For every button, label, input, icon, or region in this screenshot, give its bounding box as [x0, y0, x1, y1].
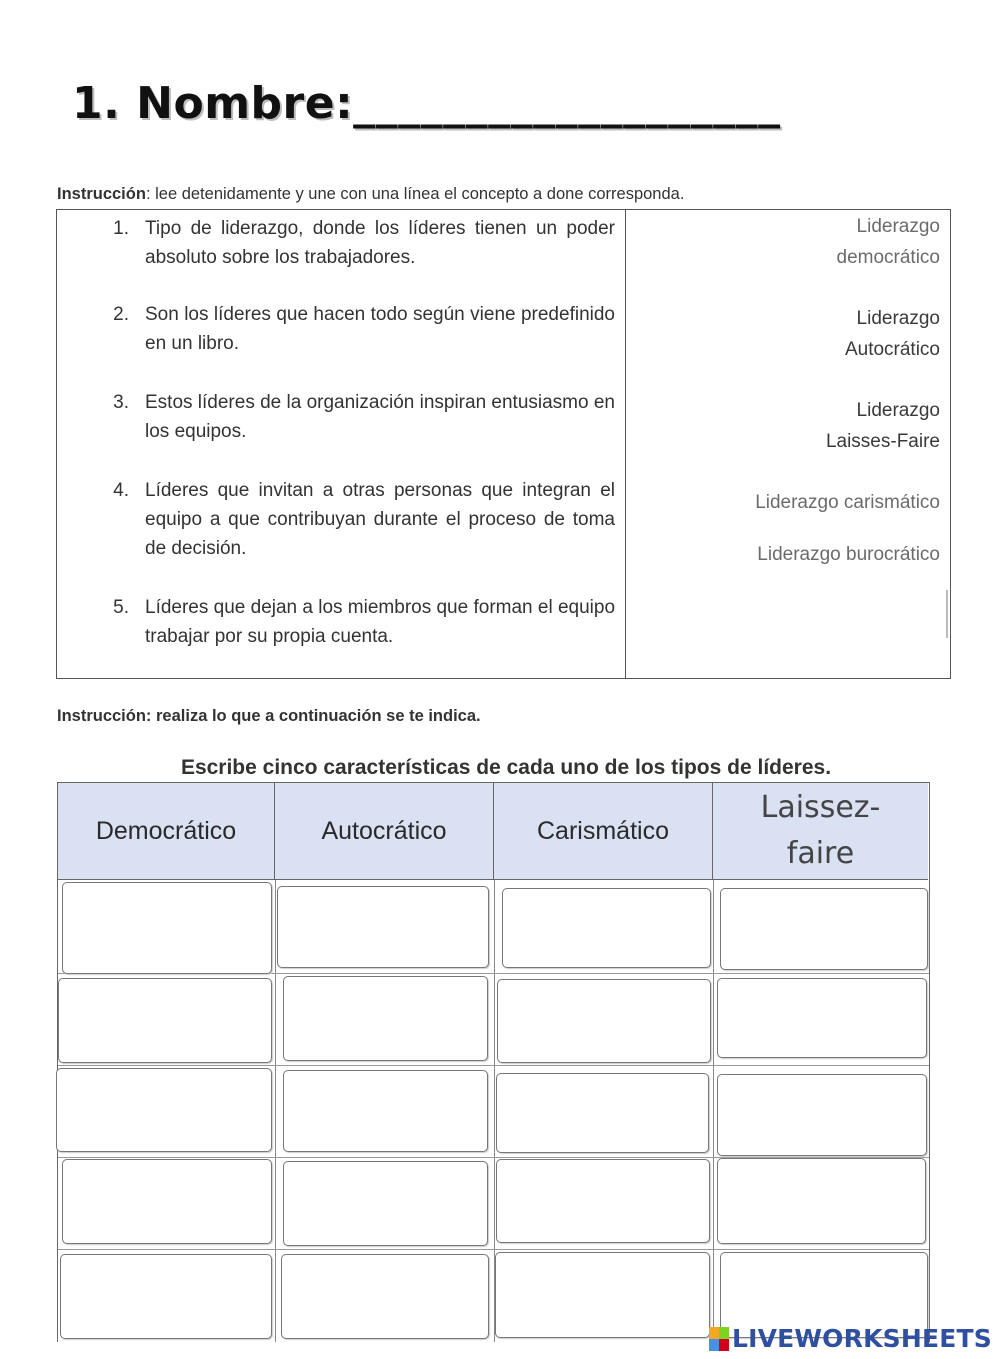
liveworksheets-logo	[709, 1324, 992, 1353]
answer-cell[interactable]	[283, 1161, 488, 1246]
column-divider	[713, 880, 714, 1342]
header-laissez-faire	[713, 783, 928, 880]
header-line: faire	[786, 836, 855, 871]
header-line: Laissez-	[760, 790, 881, 825]
question-text: Líderes que dejan a los miembros que forman el equipo trabajar por su propia cuenta.	[145, 597, 616, 647]
page-title: 1. Nombre:___________________	[72, 78, 781, 129]
question-item[interactable]	[105, 300, 615, 358]
option-empty-slot	[946, 590, 948, 638]
question-number: 2.	[113, 304, 129, 325]
answer-cell[interactable]	[62, 1159, 272, 1244]
answer-cell[interactable]	[60, 1254, 272, 1339]
option-line: democrático	[836, 247, 940, 268]
question-number: 5.	[113, 597, 129, 618]
question-text: Estos líderes de la organización inspiran entusiasmo en los equipos.	[145, 392, 615, 442]
answer-cell[interactable]	[496, 1159, 710, 1243]
answer-cell[interactable]	[720, 888, 928, 970]
question-item[interactable]	[105, 593, 615, 651]
answer-cell[interactable]	[283, 976, 488, 1061]
question-item[interactable]	[105, 388, 615, 446]
option-line: Liderazgo	[856, 308, 940, 329]
option-line: Liderazgo	[856, 216, 940, 237]
answer-cell[interactable]	[56, 1068, 272, 1152]
instruction-label: Instrucción	[57, 185, 146, 203]
answer-cell[interactable]	[717, 1158, 926, 1244]
option-line: Liderazgo burocrático	[757, 544, 940, 565]
question-item[interactable]	[105, 214, 615, 272]
answer-cell[interactable]	[717, 978, 927, 1058]
question-text: Tipo de liderazgo, donde los líderes tienen un poder absoluto sobre los trabajadores.	[145, 218, 615, 268]
answer-cell[interactable]	[58, 978, 272, 1063]
logo-icon	[709, 1327, 729, 1351]
option-line: Liderazgo carismático	[755, 492, 940, 513]
logo-text: LIVEWORKSHEETS	[731, 1324, 992, 1353]
option-democratico[interactable]	[640, 211, 940, 273]
answer-cell[interactable]	[62, 882, 272, 974]
header-carismatico: Carismático	[494, 783, 713, 880]
row-divider	[58, 1065, 929, 1066]
option-line: Laisses-Faire	[825, 431, 940, 452]
instruction-2: Instrucción: realiza lo que a continuación se te indica.	[57, 707, 481, 725]
answer-cell[interactable]	[497, 979, 711, 1063]
answer-cell[interactable]	[281, 1254, 489, 1339]
question-number: 3.	[113, 392, 129, 413]
option-carismatico[interactable]	[640, 487, 940, 518]
option-line: Autocrático	[844, 339, 940, 360]
row-divider	[58, 1249, 929, 1250]
characteristics-table	[57, 782, 930, 1342]
instruction-text: : lee detenidamente y une con una línea el concepto a done corresponda.	[145, 185, 685, 203]
table-subtitle: Escribe cinco características de cada uno de los tipos de líderes.	[180, 756, 832, 779]
answer-cell[interactable]	[502, 888, 711, 968]
answer-cell[interactable]	[277, 886, 489, 968]
column-divider	[275, 880, 276, 1342]
option-burocratico[interactable]	[640, 539, 940, 570]
matching-divider	[625, 210, 626, 678]
option-autocratico[interactable]	[640, 303, 940, 365]
answer-cell[interactable]	[717, 1074, 927, 1156]
question-item[interactable]	[105, 476, 615, 563]
question-number: 1.	[113, 218, 129, 239]
question-text: Líderes que invitan a otras personas que integran el equipo a que contribuyan durante el proceso de toma de decisión.	[145, 480, 615, 559]
option-line: Liderazgo	[856, 400, 940, 421]
header-democratico: Democrático	[58, 783, 275, 880]
matching-table	[56, 209, 951, 679]
option-laisses-faire[interactable]	[640, 395, 940, 457]
header-autocratico: Autocrático	[275, 783, 494, 880]
question-text: Son los líderes que hacen todo según viene predefinido en un libro.	[145, 304, 615, 354]
answer-cell[interactable]	[496, 1073, 709, 1153]
answer-cell[interactable]	[283, 1070, 488, 1152]
question-number: 4.	[113, 480, 129, 501]
answer-cell[interactable]	[495, 1252, 710, 1338]
instruction-1	[57, 185, 684, 204]
